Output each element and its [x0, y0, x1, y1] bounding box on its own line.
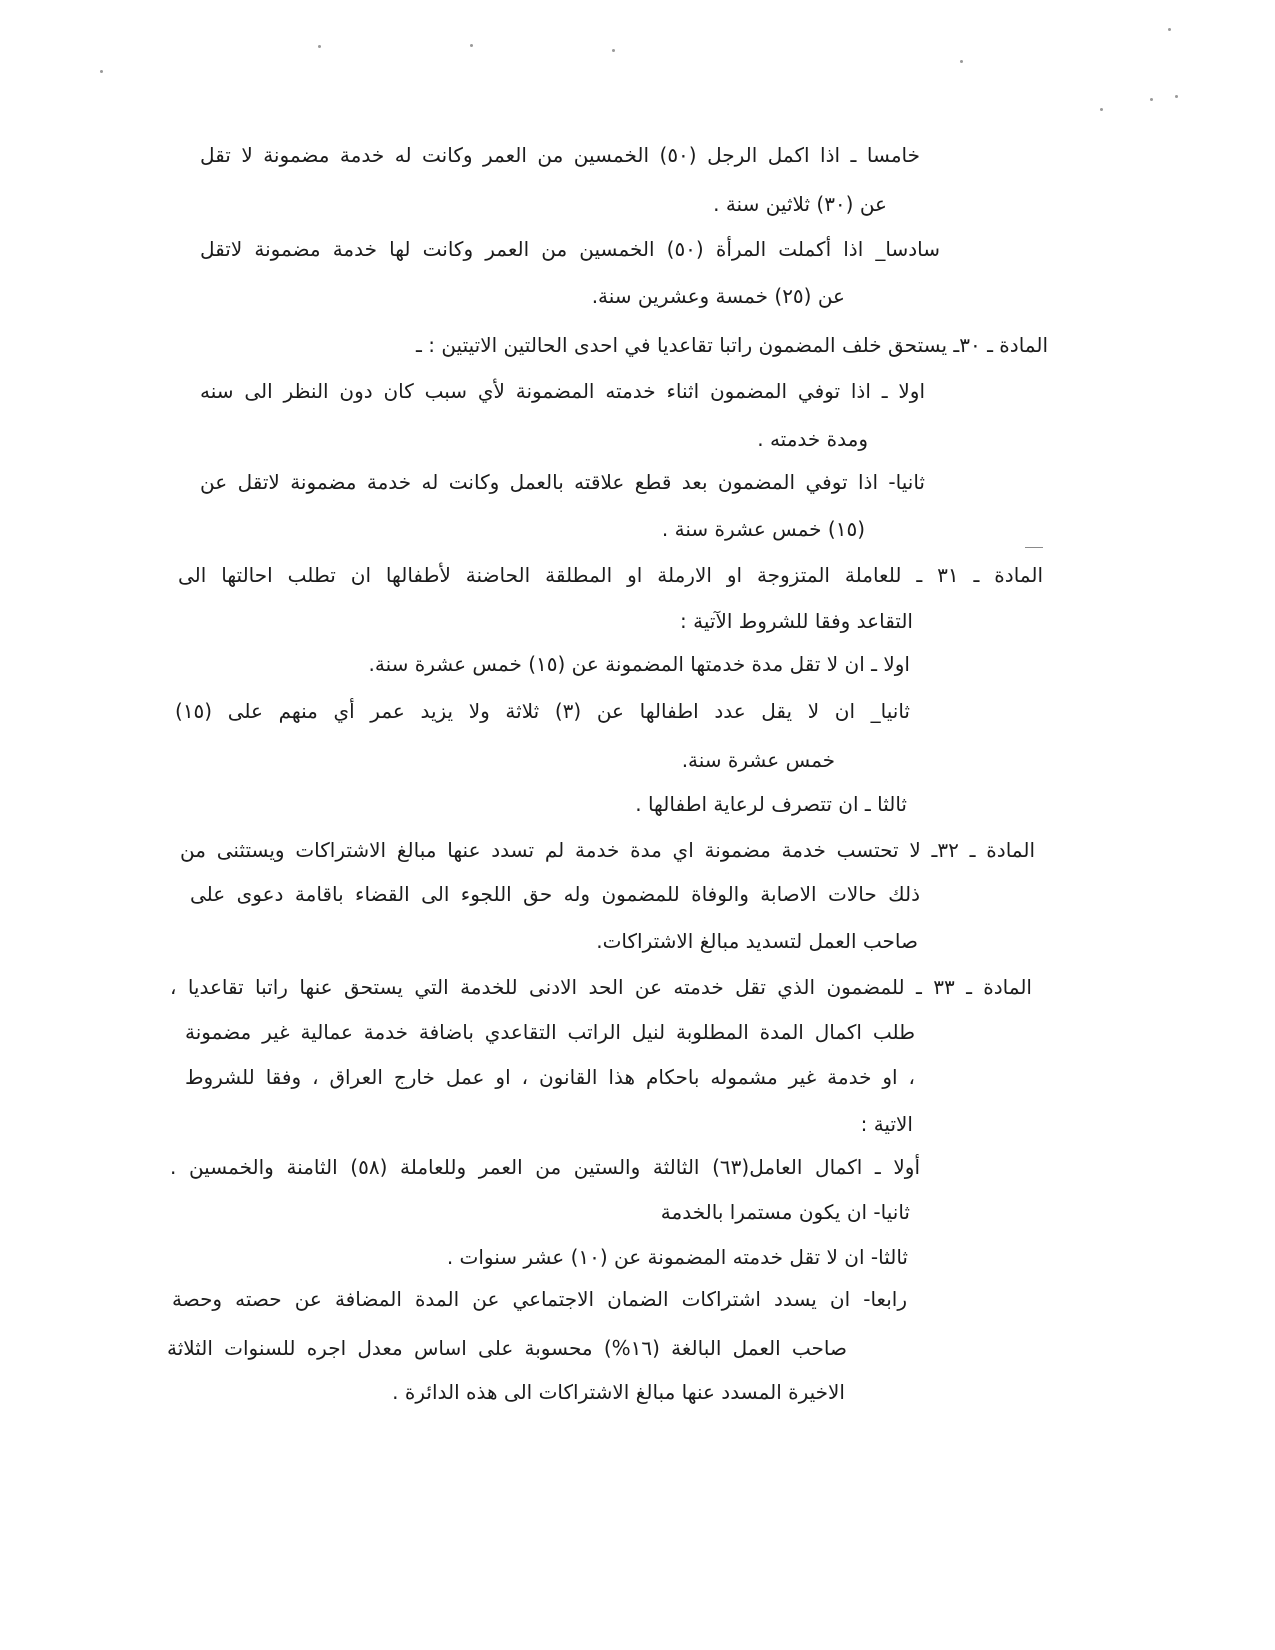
text-line: صاحب العمل البالغة (١٦%) محسوبة على اساس معدل اجره للسنوات الثلاثة [167, 1336, 847, 1360]
text-line: اولا ـ اذا توفي المضمون اثناء خدمته المضمونة لأي سبب كان دون النظر الى سنه [200, 379, 925, 403]
text-line: الاخيرة المسدد عنها مبالغ الاشتراكات الى هذه الدائرة . [392, 1380, 845, 1404]
text-line: ، او خدمة غير مشموله باحكام هذا القانون ، او عمل خارج العراق ، وفقا للشروط [185, 1065, 915, 1089]
text-line: ثانيا_ ان لا يقل عدد اطفالها عن (٣) ثلاثة ولا يزيد عمر أي منهم على (١٥) [175, 699, 910, 723]
text-line: ثانيا- اذا توفي المضمون بعد قطع علاقته بالعمل وكانت له خدمة مضمونة لاتقل عن [200, 470, 925, 494]
text-line: خمس عشرة سنة. [681, 748, 835, 772]
text-line: اولا ـ ان لا تقل مدة خدمتها المضمونة عن (١٥) خمس عشرة سنة. [368, 652, 910, 676]
scan-speck [612, 49, 615, 52]
text-line: أولا ـ اكمال العامل(٦٣) الثالثة والستين من العمر وللعاملة (٥٨) الثامنة والخمسين . [170, 1155, 920, 1179]
text-line: المادة ـ ٣٠ـ يستحق خلف المضمون راتبا تقاعديا في احدى الحالتين الاتيتين : ـ [416, 333, 1048, 357]
scan-speck [318, 45, 321, 48]
text-line: (١٥) خمس عشرة سنة . [661, 517, 865, 541]
text-line: عن (٢٥) خمسة وعشرين سنة. [591, 284, 845, 308]
scan-speck [470, 44, 473, 47]
text-line: الاتية : [860, 1112, 913, 1136]
text-line: صاحب العمل لتسديد مبالغ الاشتراكات. [596, 929, 918, 953]
scan-speck [1168, 28, 1171, 31]
text-line: ثالثا ـ ان تتصرف لرعاية اطفالها . [635, 792, 907, 816]
scan-speck [100, 70, 103, 73]
text-line: رابعا- ان يسدد اشتراكات الضمان الاجتماعي عن المدة المضافة عن حصته وحصة [172, 1287, 907, 1311]
scan-mark [1025, 547, 1043, 548]
text-line: ومدة خدمته . [757, 427, 868, 451]
text-line: عن (٣٠) ثلاثين سنة . [713, 192, 887, 216]
text-line: ثانيا- ان يكون مستمرا بالخدمة [660, 1200, 910, 1224]
scan-speck [960, 60, 963, 63]
text-line: طلب اكمال المدة المطلوبة لنيل الراتب التقاعدي باضافة خدمة عمالية غير مضمونة [185, 1020, 915, 1044]
scan-speck [1175, 95, 1178, 98]
scan-speck [1150, 98, 1153, 101]
text-line: ذلك حالات الاصابة والوفاة للمضمون وله حق اللجوء الى القضاء باقامة دعوى على [190, 882, 920, 906]
scan-speck [1100, 108, 1103, 111]
text-line: ثالثا- ان لا تقل خدمته المضمونة عن (١٠) عشر سنوات . [446, 1245, 908, 1269]
text-line: التقاعد وفقا للشروط الآتية : [680, 609, 913, 633]
text-line: سادسا_ اذا أكملت المرأة (٥٠) الخمسين من العمر وكانت لها خدمة مضمونة لاتقل [200, 237, 940, 261]
text-line: المادة ـ ٣١ ـ للعاملة المتزوجة او الارملة او المطلقة الحاضنة لأطفالها ان تطلب احالتها الى [178, 563, 1043, 587]
text-line: المادة ـ ٣٣ ـ للمضمون الذي تقل خدمته عن الحد الادنى للخدمة التي يستحق عنها راتبا تقاعديا ، [170, 975, 1032, 999]
text-line: المادة ـ ٣٢ـ لا تحتسب خدمة مضمونة اي مدة خدمة لم تسدد عنها مبالغ الاشتراكات ويستثنى من [180, 838, 1035, 862]
text-line: خامسا ـ اذا اكمل الرجل (٥٠) الخمسين من العمر وكانت له خدمة مضمونة لا تقل [200, 143, 920, 167]
